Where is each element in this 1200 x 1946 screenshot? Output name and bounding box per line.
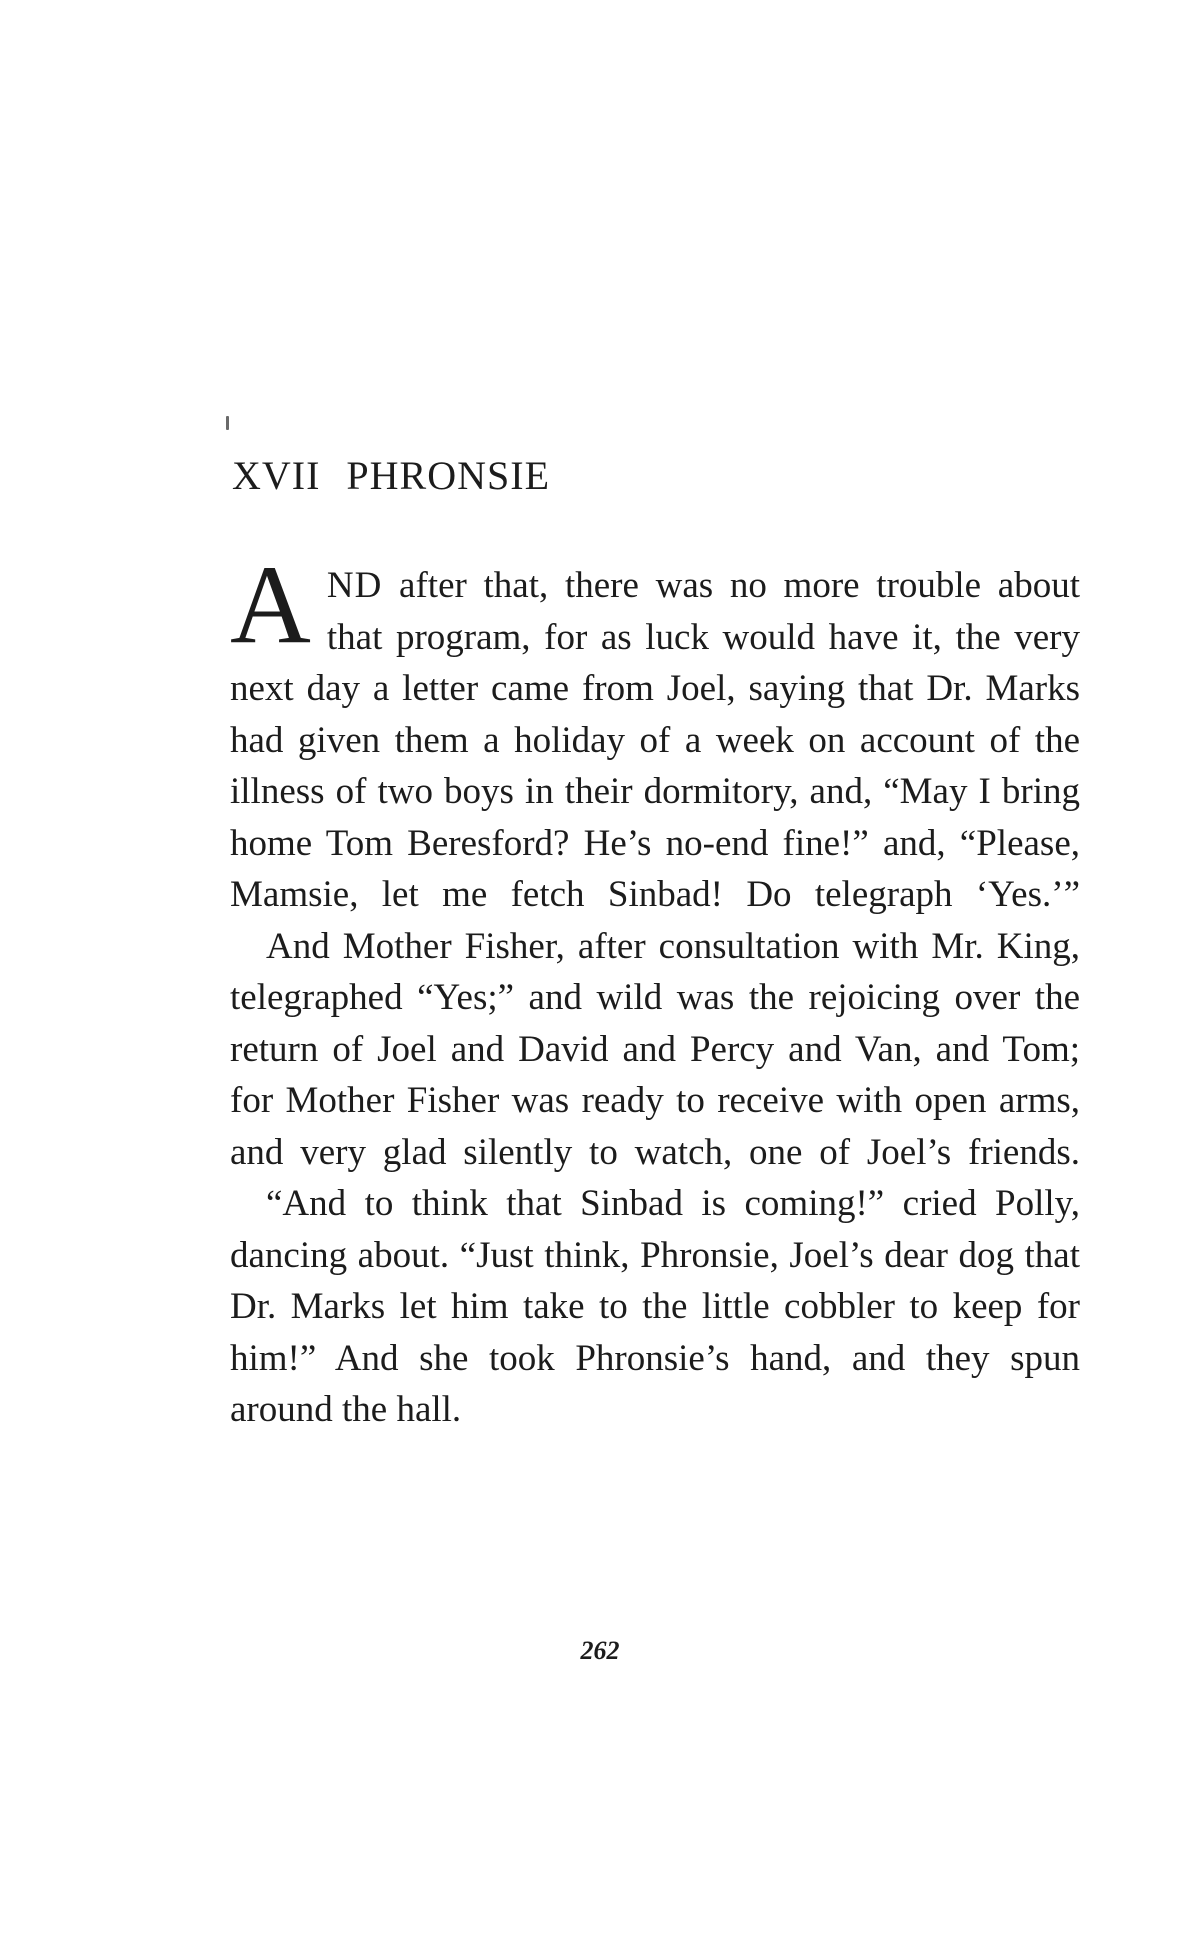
page-number: 262 (580, 1636, 620, 1665)
chapter-heading (232, 452, 550, 499)
body-text (230, 543, 1080, 1436)
drop-cap: A (230, 543, 311, 667)
chapter-number: XVII (232, 453, 321, 498)
opening-small-caps: ND (326, 565, 383, 606)
paragraph-2: And Mother Fisher, after consultation with Mr. King, telegraphed “Yes;” and wild was the rejoicing over the return of Joel and David and Percy and Van, and Tom; for Mother Fisher was ready to receive with open arms, and very glad silently to watch, one of Joel’s friends. (230, 925, 1080, 1173)
print-speck (226, 416, 229, 430)
chapter-title: PHRONSIE (346, 453, 551, 498)
paragraph-3: “And to think that Sinbad is coming!” cried Polly, dancing about. “Just think, Phronsie, Joel’s dear dog that Dr. Marks let him take to the little cobbler to keep for him!” And she took Phronsie’s hand, and they spun around the hall. (230, 1183, 1080, 1430)
paragraph-1-text: after that, there was no more trouble about that program, for as luck would have it, the very next day a letter came from Joel, saying that Dr. Marks had given them a holiday of a week on account of the illness of two boys in their dormitory, and, “May I bring home Tom Beresford? He’s no-end fine!” and, “Please, Mamsie, let me fetch Sinbad! Do telegraph ‘Yes.’” (230, 565, 1080, 915)
paragraph-1 (230, 543, 1080, 921)
